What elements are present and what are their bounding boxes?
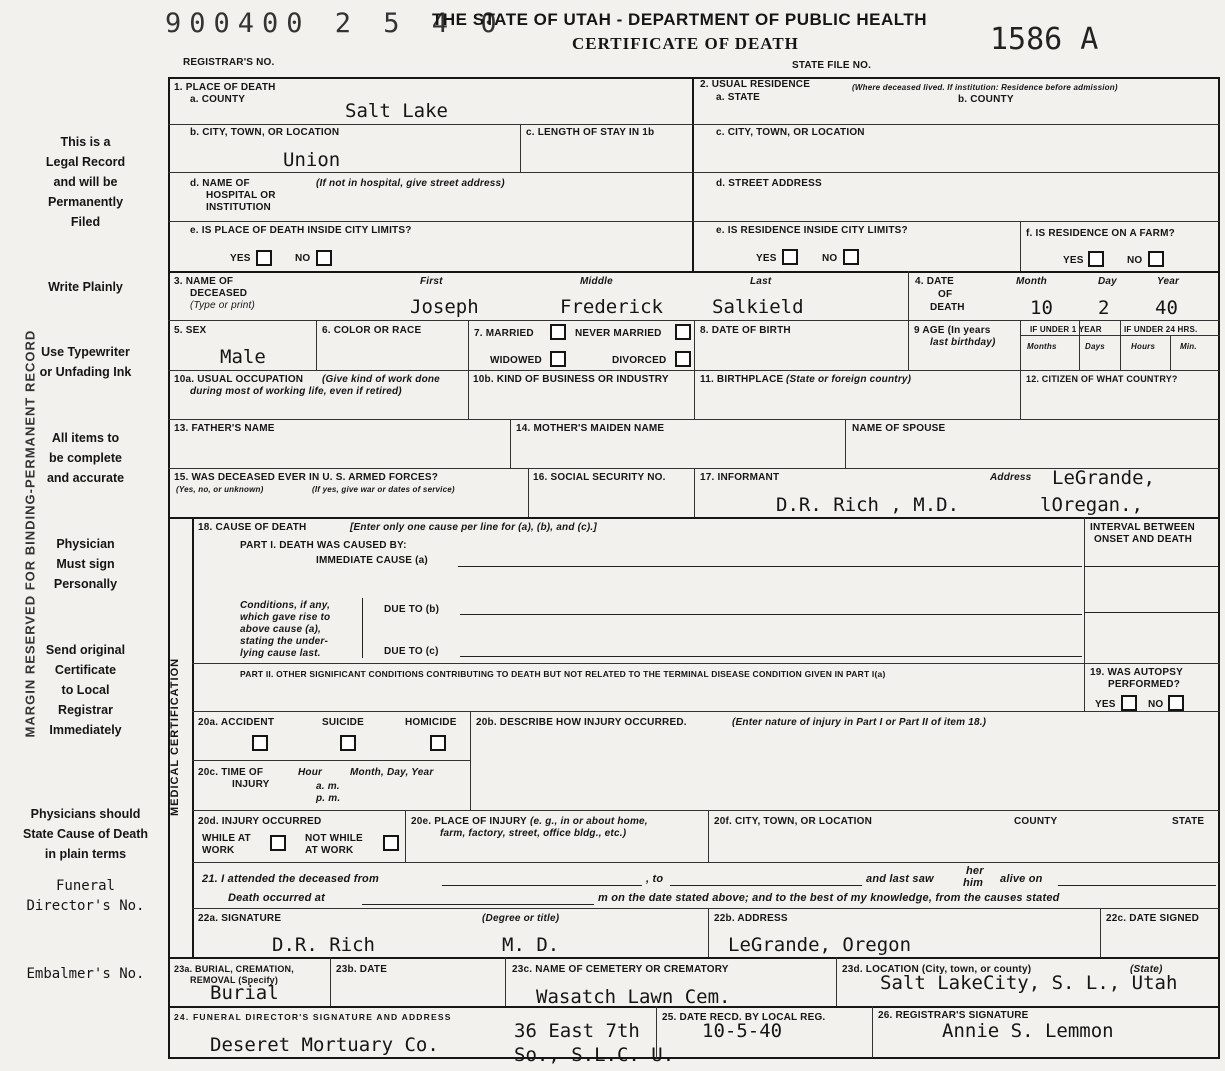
yes-label-2f: YES (1063, 255, 1084, 266)
to-label: , to (646, 873, 664, 885)
yes-label-1e: YES (230, 253, 251, 264)
last-label: Last (750, 276, 772, 287)
work-label: WORK (202, 845, 235, 856)
place-of-death-label: 1. PLACE OF DEATH (174, 82, 276, 93)
embalmer-no-label: Embalmer's No. (26, 966, 145, 982)
am-label: a. m. (316, 781, 340, 792)
month-day-year-label: Month, Day, Year (350, 767, 434, 778)
no-label-19: NO (1148, 699, 1164, 710)
mother-name-label: 14. MOTHER'S MAIDEN NAME (516, 423, 665, 434)
suicide-label: SUICIDE (322, 717, 364, 728)
hours-label: Hours (1131, 342, 1156, 351)
injury-occurred-label: 20d. INJURY OCCURRED (198, 816, 322, 827)
days-label: Days (1085, 342, 1105, 351)
degree-value[interactable]: M. D. (502, 934, 560, 956)
autopsy-label-2: PERFORMED? (1108, 679, 1180, 690)
residence-city-label: c. CITY, TOWN, OR LOCATION (716, 127, 865, 138)
no-checkbox-1e[interactable] (316, 250, 332, 266)
physician-address-label: 22b. ADDRESS (714, 913, 788, 924)
year-label: Year (1157, 276, 1180, 287)
registration-stamp: 900400 2 5 4 0 (165, 8, 505, 39)
funeral-director-no-label: Funeral Director's No. (26, 878, 145, 914)
cause-of-death-note: Physicians should State Cause of Death in plain terms (22, 807, 149, 861)
occupation-label: 10a. USUAL OCCUPATION (174, 374, 304, 385)
attended-from-line[interactable] (442, 885, 642, 886)
legal-record-note: This is a Legal Record and will be Permanently Filed (45, 135, 126, 229)
birthplace-note: (State or foreign country) (786, 374, 912, 385)
armed-forces-note: (Yes, no, or unknown) (176, 485, 264, 494)
injury-state-label: STATE (1172, 816, 1205, 827)
cause-of-death-note: [Enter only one cause per line for (a), (b), and (c).] (350, 522, 597, 533)
birthplace-label: 11. BIRTHPLACE (700, 374, 784, 385)
farm-label: f. IS RESIDENCE ON A FARM? (1026, 228, 1175, 239)
death-occurred-line[interactable] (362, 904, 594, 905)
yes-label-19: YES (1095, 699, 1116, 710)
part-2-label: PART II. OTHER SIGNIFICANT CONDITIONS CONTRIBUTING TO DEATH BUT NOT RELATED TO THE TERMINAL DISEASE CONDITION GIVEN IN PART I(a) (240, 669, 886, 679)
city-limits-label: e. IS PLACE OF DEATH INSIDE CITY LIMITS? (190, 225, 412, 236)
interval-label: INTERVAL BETWEEN (1090, 522, 1195, 533)
while-at-work-checkbox[interactable] (270, 835, 286, 851)
death-day-value[interactable]: 2 (1098, 297, 1110, 319)
residence-county-label: b. COUNTY (958, 94, 1014, 105)
county-value[interactable]: Salt Lake (345, 100, 448, 122)
armed-forces-label: 15. WAS DECEASED EVER IN U. S. ARMED FORCES? (174, 472, 439, 483)
immediate-cause-line[interactable] (458, 566, 1082, 567)
hospital-label-2: HOSPITAL OR (206, 190, 276, 201)
divorced-checkbox[interactable] (675, 351, 691, 367)
date-recd-label: 25. DATE RECD. BY LOCAL REG. (662, 1012, 826, 1023)
homicide-checkbox[interactable] (430, 735, 446, 751)
typewriter-note: Use Typewriter or Unfading Ink (39, 345, 132, 379)
address-label: Address (990, 472, 1032, 483)
hospital-label-3: INSTITUTION (206, 202, 271, 213)
autopsy-label: 19. WAS AUTOPSY (1090, 667, 1184, 678)
due-to-c-line[interactable] (460, 656, 1082, 657)
location-state-label: (State) (1130, 964, 1163, 975)
document-title: CERTIFICATE OF DEATH (572, 34, 799, 53)
residence-city-limits-label: e. IS RESIDENCE INSIDE CITY LIMITS? (716, 225, 908, 236)
due-to-b-label: DUE TO (b) (384, 604, 440, 615)
min-label: Min. (1180, 342, 1197, 351)
funeral-director-value[interactable]: Deseret Mortuary Co. (210, 1034, 439, 1056)
race-label: 6. COLOR OR RACE (322, 325, 422, 336)
physician-sign-note: Physician Must sign Personally (53, 537, 118, 591)
not-while-label: NOT WHILE (305, 833, 363, 844)
length-of-stay-label: c. LENGTH OF STAY IN 1b (526, 127, 655, 138)
signature-value[interactable]: D.R. Rich (272, 934, 375, 956)
injury-description-label: 20b. DESCRIBE HOW INJURY OCCURRED. (476, 717, 687, 728)
middle-label: Middle (580, 276, 613, 287)
no-checkbox-2e[interactable] (843, 249, 859, 265)
state-file-label: STATE FILE NO. (792, 60, 872, 71)
write-plainly-note: Write Plainly (48, 280, 123, 294)
degree-label: (Degree or title) (482, 913, 560, 924)
burial-value[interactable]: Burial (210, 982, 279, 1004)
divorced-label: DIVORCED (612, 355, 667, 366)
time-of-injury-label-2: INJURY (232, 779, 270, 790)
at-work-label: AT WORK (305, 845, 354, 856)
middle-name-value[interactable]: Frederick (560, 296, 663, 318)
death-month-value[interactable]: 10 (1030, 297, 1053, 319)
name-label-2: DECEASED (190, 288, 248, 299)
funeral-director-label: 24. FUNERAL DIRECTOR'S SIGNATURE AND ADDRESS (174, 1012, 452, 1022)
last-saw-label: and last saw (866, 873, 934, 885)
conditions-note-1: Conditions, if any, (240, 600, 331, 611)
no-checkbox-2f[interactable] (1148, 251, 1164, 267)
usual-residence-note: (Where deceased lived. If institution: Residence before admission) (852, 83, 1118, 92)
hospital-note: (If not in hospital, give street address) (316, 178, 505, 189)
name-label: 3. NAME OF (174, 276, 234, 287)
hour-label: Hour (298, 767, 323, 778)
due-to-b-line[interactable] (460, 614, 1082, 615)
conditions-brace (362, 598, 369, 658)
business-label: 10b. KIND OF BUSINESS OR INDUSTRY (473, 374, 669, 385)
her-label: her (966, 865, 984, 877)
yes-label-2e: YES (756, 253, 777, 264)
binding-margin-text: MARGIN RESERVED FOR BINDING-PERMANENT RECORD (22, 329, 38, 738)
last-name-value[interactable]: Salkield (712, 296, 804, 318)
no-label-1e: NO (295, 253, 311, 264)
death-occurred-label: Death occurred at (228, 892, 325, 904)
age-note: last birthday) (930, 337, 996, 348)
county-label: a. COUNTY (190, 94, 246, 105)
burial-label-2: REMOVAL (Specify) (190, 975, 279, 985)
occupation-note: (Give kind of work done (322, 374, 440, 385)
not-while-at-work-checkbox[interactable] (383, 835, 399, 851)
immediate-cause-label: IMMEDIATE CAUSE (a) (316, 555, 428, 566)
yes-checkbox-2e[interactable] (782, 249, 798, 265)
injury-county-label: COUNTY (1014, 816, 1058, 827)
sex-value[interactable]: Male (220, 346, 266, 368)
alive-on-label: alive on (1000, 873, 1043, 885)
no-label-2f: NO (1127, 255, 1143, 266)
place-of-injury-label: 20e. PLACE OF INJURY (411, 816, 527, 827)
never-married-label: NEVER MARRIED (575, 328, 662, 339)
yes-checkbox-19[interactable] (1121, 695, 1137, 711)
day-label: Day (1098, 276, 1117, 287)
location-label: 23d. LOCATION (City, town, or county) (842, 964, 1032, 975)
send-original-note: Send original Certificate to Local Registrar Immediately (45, 643, 126, 737)
armed-forces-note-2: (If yes, give war or dates of service) (312, 485, 455, 494)
month-label: Month (1016, 276, 1047, 287)
hospital-label: d. NAME OF (190, 178, 250, 189)
under-24-hrs-label: IF UNDER 24 HRS. (1124, 325, 1198, 334)
yes-checkbox-2f[interactable] (1088, 251, 1104, 267)
cemetery-value[interactable]: Wasatch Lawn Cem. (536, 986, 731, 1008)
name-note: (Type or print) (190, 300, 256, 311)
burial-date-label: 23b. DATE (336, 964, 388, 975)
time-of-injury-label: 20c. TIME OF (198, 767, 264, 778)
informant-value[interactable]: D.R. Rich , M.D. (776, 494, 960, 516)
first-label: First (420, 276, 443, 287)
under-1-year-label: IF UNDER 1 YEAR (1030, 325, 1102, 334)
widowed-label: WIDOWED (490, 355, 542, 366)
date-of-death-label-2: OF (938, 289, 953, 300)
conditions-note-4: stating the under- (240, 636, 329, 647)
conditions-note-3: above cause (a), (240, 624, 322, 635)
while-at-label: WHILE AT (202, 833, 251, 844)
attended-to-line[interactable] (670, 885, 862, 886)
married-label: 7. MARRIED (474, 328, 534, 339)
street-address-label: d. STREET ADDRESS (716, 178, 822, 189)
conditions-note-2: which gave rise to (240, 612, 331, 623)
signature-label: 22a. SIGNATURE (198, 913, 282, 924)
state-file-number: 1586 A (990, 22, 1099, 57)
no-label-2e: NO (822, 253, 838, 264)
social-security-label: 16. SOCIAL SECURITY NO. (533, 472, 666, 483)
state-label: a. STATE (716, 92, 761, 103)
burial-label: 23a. BURIAL, CREMATION, (174, 964, 294, 974)
location-value[interactable]: Salt LakeCity, S. L., Utah (880, 972, 1178, 994)
usual-residence-label: 2. USUAL RESIDENCE (700, 79, 811, 90)
date-of-birth-label: 8. DATE OF BIRTH (700, 325, 791, 336)
suicide-checkbox[interactable] (340, 735, 356, 751)
widowed-checkbox[interactable] (550, 351, 566, 367)
date-recd-value[interactable]: 10-5-40 (702, 1020, 783, 1042)
father-name-label: 13. FATHER'S NAME (174, 423, 275, 434)
part-1-label: PART I. DEATH WAS CAUSED BY: (240, 540, 407, 551)
never-married-checkbox[interactable] (675, 324, 691, 340)
registrars-no-label: REGISTRAR'S NO. (183, 57, 275, 68)
months-label: Months (1027, 342, 1057, 351)
accident-checkbox[interactable] (252, 735, 268, 751)
cause-of-death-label: 18. CAUSE OF DEATH (198, 522, 307, 533)
yes-checkbox-1e[interactable] (256, 250, 272, 266)
sex-label: 5. SEX (174, 325, 207, 336)
date-of-death-label-3: DEATH (930, 302, 965, 313)
cemetery-label: 23c. NAME OF CEMETERY OR CREMATORY (512, 964, 729, 975)
date-of-death-label: 4. DATE (915, 276, 954, 287)
accident-label: 20a. ACCIDENT (198, 717, 275, 728)
occupation-note-2: during most of working life, even if retired) (190, 386, 402, 397)
city-value[interactable]: Union (283, 149, 341, 171)
agency-heading: THE STATE OF UTAH - DEPARTMENT OF PUBLIC HEALTH (432, 10, 928, 29)
spouse-name-label: NAME OF SPOUSE (852, 423, 946, 434)
no-checkbox-19[interactable] (1168, 695, 1184, 711)
attended-label: 21. I attended the deceased from (202, 873, 379, 885)
place-of-injury-note: (e. g., in or about home, (530, 816, 648, 827)
funeral-director-address-1[interactable]: 36 East 7th (514, 1020, 640, 1042)
pm-label: p. m. (316, 793, 341, 804)
him-label: him (963, 877, 984, 889)
injury-description-note: (Enter nature of injury in Part I or Part II of item 18.) (732, 717, 987, 728)
married-checkbox[interactable] (550, 324, 566, 340)
age-label: 9 AGE (In years (914, 325, 991, 336)
injury-city-label: 20f. CITY, TOWN, OR LOCATION (714, 816, 873, 827)
alive-on-line[interactable] (1058, 885, 1216, 886)
first-name-value[interactable]: Joseph (410, 296, 479, 318)
knowledge-statement: m on the date stated above; and to the best of my knowledge, from the causes stated (598, 892, 1060, 904)
conditions-note-5: lying cause last. (240, 648, 321, 659)
funeral-director-address-2[interactable]: So., S.L.C. U. (514, 1044, 675, 1066)
death-year-value[interactable]: 40 (1155, 297, 1178, 319)
homicide-label: HOMICIDE (405, 717, 457, 728)
due-to-c-label: DUE TO (c) (384, 646, 439, 657)
citizen-label: 12. CITIZEN OF WHAT COUNTRY? (1026, 374, 1178, 384)
physician-address-value[interactable]: LeGrande, Oregon (728, 934, 912, 956)
date-signed-label: 22c. DATE SIGNED (1106, 913, 1200, 924)
city-label: b. CITY, TOWN, OR LOCATION (190, 127, 340, 138)
registrar-signature-label: 26. REGISTRAR'S SIGNATURE (878, 1010, 1029, 1021)
informant-address-value-2[interactable]: lOregan., (1040, 494, 1143, 516)
informant-label: 17. INFORMANT (700, 472, 780, 483)
medical-certification-label: MEDICAL CERTIFICATION (169, 657, 181, 816)
place-of-injury-note-2: farm, factory, street, office bldg., etc.) (440, 828, 627, 839)
interval-label-2: ONSET AND DEATH (1094, 534, 1192, 545)
complete-note: All items to be complete and accurate (46, 431, 125, 485)
informant-address-value[interactable]: LeGrande, (1052, 467, 1155, 489)
registrar-signature-value[interactable]: Annie S. Lemmon (942, 1020, 1114, 1042)
